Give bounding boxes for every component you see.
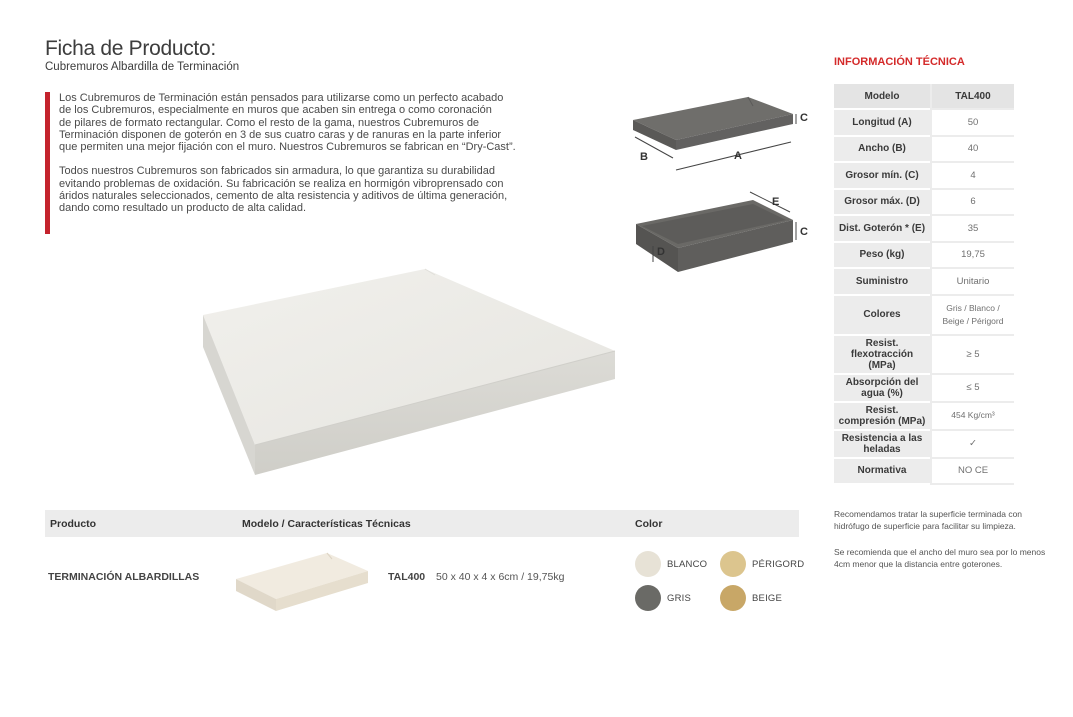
tech-label: Absorpción del agua (%): [834, 375, 930, 403]
slab-diagram-top: [628, 92, 818, 182]
note-surface-treatment: Recomendamos tratar la superficie terminada con hidrófugo de superficie para facilitar su limpieza.: [834, 509, 1023, 531]
description-paragraph-1: Los Cubremuros de Terminación están pensados para utilizarse como un perfecto acabado de los Cubremuros, especialmente en muros que acaben sin entrega o como coronación de pilares de formato rectangular. Como el resto de la gama, nuestros Cubremuros de Terminación disponen de goterón en 3 de sus cuatro caras y de ranuras en la parte inferior que permiten una mejor fijación con el muro. Nuestros Cubremuros se fabrican en “Dry-Cast”.: [59, 92, 516, 154]
tech-value: 6: [930, 190, 1014, 217]
swatch-label-perigord: PÉRIGORD: [752, 559, 805, 570]
swatch-label-beige: BEIGE: [752, 593, 783, 604]
tech-value: 454 Kg/cm³: [930, 403, 1014, 431]
check-icon: ✓: [930, 431, 1014, 459]
header-color: Color: [635, 518, 663, 530]
tech-row: [834, 459, 1014, 485]
product-name: TERMINACIÓN ALBARDILLAS: [48, 571, 200, 583]
tech-row-header: [834, 84, 1014, 110]
tech-heading: INFORMACIÓN TÉCNICA: [834, 56, 965, 68]
slab-diagram-bottom: [628, 188, 818, 288]
header-model: Modelo / Características Técnicas: [242, 518, 411, 530]
tech-value: TAL400: [930, 84, 1014, 110]
tech-value: 50: [930, 110, 1014, 137]
tech-row: [834, 431, 1014, 459]
page-title: Ficha de Producto:: [45, 37, 216, 60]
swatch-beige: [720, 585, 746, 611]
tech-row: [834, 190, 1014, 217]
tech-value: 40: [930, 137, 1014, 164]
tech-row: [834, 296, 1014, 336]
swatch-gris: [635, 585, 661, 611]
product-model: TAL400: [388, 571, 426, 583]
tech-value: 19,75: [930, 243, 1014, 270]
tech-value: Gris / Blanco / Beige / Périgord: [930, 296, 1014, 336]
product-table-header: [45, 510, 799, 537]
tech-label: Normativa: [834, 459, 930, 485]
tech-table: [834, 84, 1014, 485]
label-a: A: [734, 150, 742, 162]
tech-value: 35: [930, 216, 1014, 243]
tech-value: ≤ 5: [930, 375, 1014, 403]
tech-row: [834, 137, 1014, 164]
tech-label: Ancho (B): [834, 137, 930, 164]
tech-row: [834, 403, 1014, 431]
tech-label: Peso (kg): [834, 243, 930, 270]
tech-value: Unitario: [930, 269, 1014, 296]
swatch-label-blanco: BLANCO: [667, 559, 708, 570]
page-subtitle: Cubremuros Albardilla de Terminación: [45, 61, 240, 73]
label-c-bottom: C: [800, 226, 808, 238]
tech-label: Grosor mín. (C): [834, 163, 930, 190]
tech-value: 4: [930, 163, 1014, 190]
label-b: B: [640, 151, 648, 163]
dimension-diagram-top: [628, 92, 818, 182]
swatch-blanco: [635, 551, 661, 577]
tech-label: Grosor máx. (D): [834, 190, 930, 217]
product-description: [59, 92, 519, 227]
product-thumbnail: [232, 549, 372, 614]
label-e: E: [772, 196, 780, 208]
tech-row: [834, 110, 1014, 137]
product-spec: 50 x 40 x 4 x 6cm / 19,75kg: [436, 571, 565, 583]
note-wall-width: Se recomienda que el ancho del muro sea por lo menos 4cm menor que la distancia entre goterones.: [834, 547, 1046, 569]
tech-label: Colores: [834, 296, 930, 336]
tech-value: ≥ 5: [930, 336, 1014, 375]
tech-value: NO CE: [930, 459, 1014, 485]
label-c-top: C: [800, 112, 808, 124]
tech-label: Modelo: [834, 84, 930, 110]
swatch-perigord: [720, 551, 746, 577]
label-d: D: [657, 246, 665, 258]
tech-label: Suministro: [834, 269, 930, 296]
tech-row: [834, 243, 1014, 270]
tech-row: [834, 163, 1014, 190]
header-product: Producto: [50, 518, 97, 530]
tech-row: [834, 336, 1014, 375]
tech-row: [834, 375, 1014, 403]
product-photo-white-slab: [185, 255, 645, 490]
tech-row: [834, 269, 1014, 296]
swatch-label-gris: GRIS: [667, 593, 692, 604]
tech-label: Resistencia a las heladas: [834, 431, 930, 459]
description-paragraph-2: Todos nuestros Cubremuros son fabricados sin armadura, lo que garantiza su durabilidad evitando problemas de oxidación. Su fabricación se realiza en hormigón vibroprensado con áridos naturales seleccionados, cemento de alta resistencia y aditivos de última generación, dando como resultado un producto de alta calidad.: [59, 165, 508, 215]
tech-label: Resist. compresión (MPa): [834, 403, 930, 431]
tech-label: Dist. Goterón * (E): [834, 216, 930, 243]
accent-bar: [45, 92, 50, 234]
tech-row: [834, 216, 1014, 243]
tech-label: Longitud (A): [834, 110, 930, 137]
tech-label: Resist. flexotracción (MPa): [834, 336, 930, 375]
dimension-diagram-bottom: [628, 188, 818, 288]
